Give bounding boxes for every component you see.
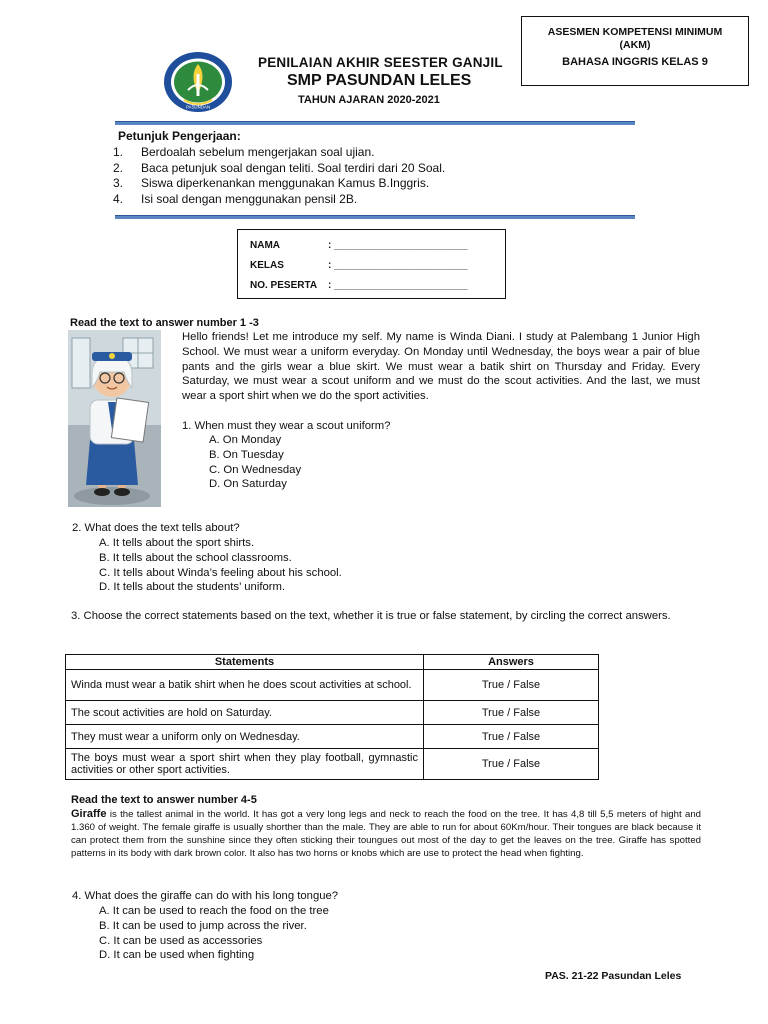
akm-box: [521, 16, 749, 86]
instructions-list: [113, 145, 533, 207]
header-title-1: PENILAIAN AKHIR SEESTER GANJIL: [258, 55, 503, 70]
statement-cell: Winda must wear a batik shirt when he does scout activities at school.: [66, 670, 424, 701]
question-4: 4. What does the giraffe can do with his long tongue?: [72, 890, 339, 902]
header-statements: Statements: [66, 655, 424, 670]
statement-cell: The boys must wear a sport shirt when they play football, gymnastic activities or other sport activities.: [66, 749, 424, 780]
footer: PAS. 21-22 Pasundan Leles: [545, 970, 682, 982]
akm-line3: BAHASA INGGRIS KELAS 9: [562, 56, 708, 68]
akm-line2: (AKM): [619, 39, 651, 51]
answer-cell[interactable]: True / False: [424, 725, 599, 749]
question-4-options: [99, 904, 329, 963]
logo-text: PASUNDAN: [185, 104, 211, 110]
statement-cell: The scout activities are hold on Saturday.: [66, 701, 424, 725]
identity-row-name: NAMA : ________________________: [250, 240, 468, 251]
giraffe-lead: Giraffe: [71, 808, 107, 820]
participant-number-field[interactable]: : ________________________: [328, 280, 468, 291]
option[interactable]: C. On Wednesday: [209, 463, 302, 476]
table-row: [66, 670, 599, 701]
table-header-row: [66, 655, 599, 670]
statement-cell: They must wear a uniform only on Wednesday.: [66, 725, 424, 749]
divider-bottom: [115, 215, 635, 219]
class-field[interactable]: : ________________________: [328, 260, 468, 271]
option[interactable]: D. On Saturday: [209, 478, 287, 491]
answer-cell[interactable]: True / False: [424, 701, 599, 725]
question-1: 1. When must they wear a scout uniform?: [182, 420, 391, 432]
instructions-title: Petunjuk Pengerjaan:: [118, 129, 241, 143]
table-row: [66, 725, 599, 749]
table-row: [66, 701, 599, 725]
question-3: 3. Choose the correct statements based on the text, whether it is true or false statement, by circling the correct answers.: [71, 610, 671, 622]
header-title-3: TAHUN AJARAN 2020-2021: [298, 94, 440, 106]
option[interactable]: A. On Monday: [209, 434, 282, 446]
option[interactable]: B. It tells about the school classrooms.: [99, 551, 292, 564]
question-2-options: [99, 536, 342, 595]
option[interactable]: B. On Tuesday: [209, 448, 284, 461]
school-logo: [162, 50, 234, 114]
section1-title: Read the text to answer number 1 -3: [70, 317, 259, 329]
question-1-options: [209, 433, 301, 492]
statements-table: [65, 654, 599, 780]
header-answers: Answers: [424, 655, 599, 670]
section2-text: Giraffe is the tallest animal in the world. It has got a very long legs and neck to reach the food on the tree. It has 4,8 till 5,5 meters of hight and 1.360 of weight. The female giraffe is usually shorther than the male. They are able to run for about 60Km/hour. Their tongues are black because it can protect them from the sunshine since they often sticking their toungues out most of the day to get the leaves on the tree. Giraffe has spotted patterns in its body with dark brown color. It also has two horns or knobs which are use to protect the head when fighting.: [71, 808, 701, 859]
answer-cell[interactable]: True / False: [424, 670, 599, 701]
option[interactable]: C. It can be used as accessories: [99, 934, 263, 947]
option[interactable]: D. It can be used when fighting: [99, 949, 255, 962]
divider-top: [115, 121, 635, 125]
instruction-item: 2. Baca petunjuk soal dengan teliti. Soal terdiri dari 20 Soal.: [113, 160, 446, 175]
akm-line1: ASESMEN KOMPETENSI MINIMUM: [547, 26, 723, 38]
question-2: 2. What does the text tells about?: [72, 522, 240, 534]
instruction-item: 1. Berdoalah sebelum mengerjakan soal ujian.: [113, 145, 375, 159]
identity-row-class: KELAS : ________________________: [250, 260, 468, 271]
header-title-2: SMP PASUNDAN LELES: [287, 72, 472, 89]
student-illustration: [68, 330, 161, 507]
section2-title: Read the text to answer number 4-5: [71, 794, 257, 806]
instruction-item: 3. Siswa diperkenankan menggunakan Kamus B.Inggris.: [113, 176, 430, 190]
option[interactable]: C. It tells about Winda’s feeling about his school.: [99, 566, 342, 579]
option[interactable]: B. It can be used to jump across the river.: [99, 919, 307, 932]
option[interactable]: A. It tells about the sport shirts.: [99, 537, 255, 549]
section1-text: Hello friends! Let me introduce my self. My name is Winda Diani. I study at Palembang 1 Junior High School. We must wear a uniform everyday. On Monday until Wednesday, the boys wear a pair of blue pants and the girls wear a blue skirt. We must wear a batik shirt on Thursday and Friday. Every Saturday, we must wear a scout uniform and we must do the scout activities. And the last, we must wear a sport shirt when we do the sport activities.: [182, 331, 700, 403]
table-row: [66, 749, 599, 780]
name-field[interactable]: : ________________________: [328, 240, 468, 251]
identity-row-number: NO. PESERTA : ________________________: [250, 280, 468, 291]
option[interactable]: D. It tells about the students’ uniform.: [99, 581, 286, 594]
answer-cell[interactable]: True / False: [424, 749, 599, 780]
identity-box: [237, 229, 506, 299]
instruction-item: 4. Isi soal dengan menggunakan pensil 2B.: [113, 191, 358, 206]
option[interactable]: A. It can be used to reach the food on the tree: [99, 905, 329, 917]
